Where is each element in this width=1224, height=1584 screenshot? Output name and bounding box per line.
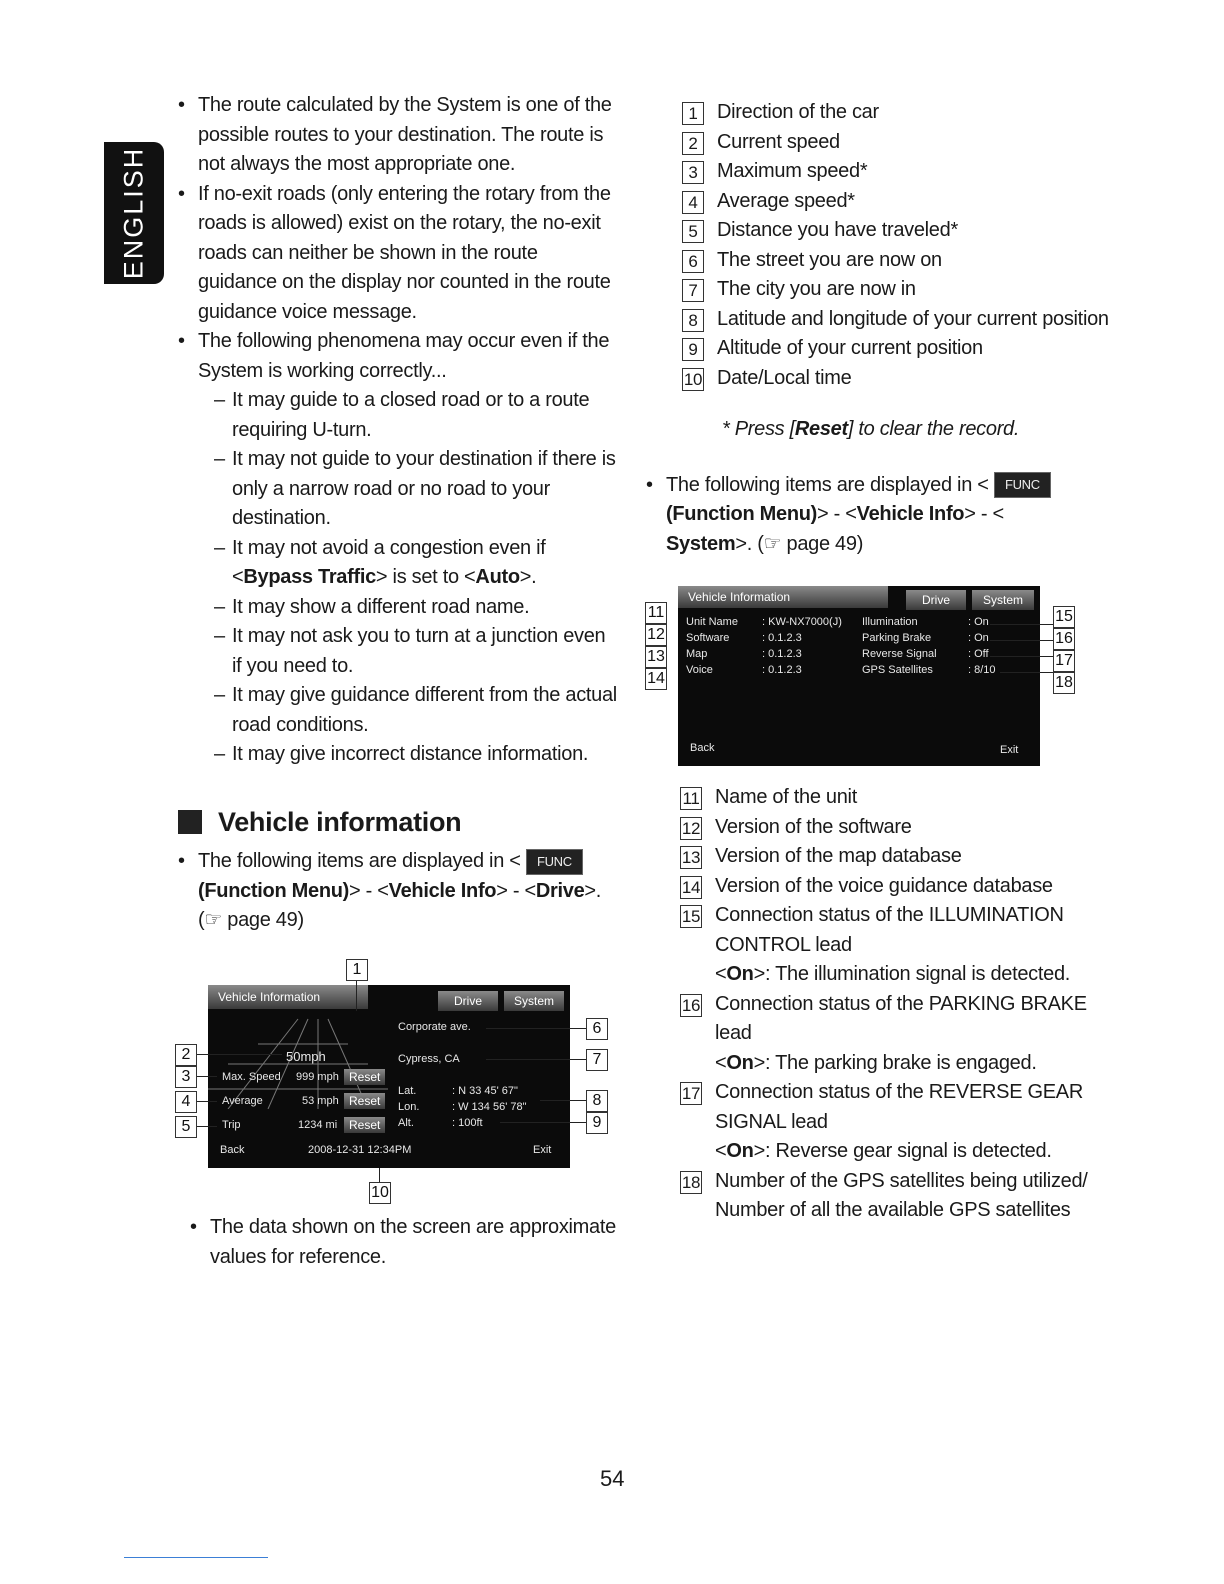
callout-16: 16 xyxy=(1053,628,1075,650)
reset-trip-button[interactable]: Reset xyxy=(344,1117,385,1133)
legend-item: 11 Name of the unit xyxy=(680,783,1100,813)
callout-9: 9 xyxy=(586,1112,608,1134)
legend-item: 13 Version of the map database xyxy=(681,845,962,867)
voice-label: Voice xyxy=(686,664,713,676)
system-intro: • The following items are displayed in < FUNC (Function Menu)> - <Vehicle Info> - < System>. (☞ page 49) xyxy=(646,471,1110,560)
gps-satellites-label: GPS Satellites xyxy=(862,664,933,676)
back-button[interactable]: Back xyxy=(690,742,715,754)
longitude-label: Lon. xyxy=(398,1101,420,1113)
legend-item: 18 Number of the GPS satellites being utilized/ Number of all the available GPS satellites xyxy=(681,1169,1088,1221)
parking-brake-value: : On xyxy=(968,632,989,644)
legend-item: 3 Maximum speed* xyxy=(682,157,1110,187)
altitude-label: Alt. xyxy=(398,1117,414,1129)
callout-1: 1 xyxy=(346,959,368,981)
screen-title: Vehicle Information xyxy=(678,586,888,608)
city-name: Cypress, CA xyxy=(398,1053,460,1065)
legend-item: 4 Average speed* xyxy=(682,187,1110,217)
system-legend xyxy=(680,783,1100,1226)
section-heading: Vehicle information xyxy=(178,808,618,838)
screen-title: Vehicle Information xyxy=(208,985,368,1009)
average-value: 53 mph xyxy=(302,1095,339,1107)
map-value: : 0.1.2.3 xyxy=(762,648,802,660)
dash-item: – It may give guidance different from the actual road conditions. xyxy=(178,681,618,740)
dash-item: – It may not guide to your destination if there is only a narrow road or no road to your destination. xyxy=(178,445,618,534)
tab-system[interactable]: System xyxy=(504,991,564,1011)
current-speed: 50mph xyxy=(286,1049,326,1064)
callout-18: 18 xyxy=(1053,672,1075,694)
language-tab xyxy=(104,142,164,284)
average-label: Average xyxy=(222,1095,263,1107)
func-button-icon: FUNC xyxy=(994,472,1051,498)
callout-12: 12 xyxy=(645,624,667,646)
callout-line xyxy=(356,981,357,1011)
drive-screen xyxy=(208,985,570,1168)
callout-line xyxy=(990,640,1053,641)
callout-line xyxy=(540,1100,586,1101)
legend-item: 12 Version of the software xyxy=(681,815,912,838)
page-reference: (☞ page 49) xyxy=(198,909,304,931)
callout-line xyxy=(486,1059,586,1060)
legend-item: 5 Distance you have traveled* xyxy=(682,216,1110,246)
software-label: Software xyxy=(686,632,730,644)
back-button[interactable]: Back xyxy=(220,1144,245,1156)
legend-item: 16 Connection status of the PARKING BRAKE lead xyxy=(681,992,1087,1044)
language-label: ENGLISH xyxy=(118,146,149,280)
max-speed-value: 999 mph xyxy=(296,1071,339,1083)
dash-item: – It may show a different road name. xyxy=(178,593,618,623)
legend-item: 8 Latitude and longitude of your current position xyxy=(682,305,1110,335)
illumination-label: Illumination xyxy=(862,616,918,628)
callout-3: 3 xyxy=(175,1066,197,1088)
reset-note: * Press [Reset] to clear the record. xyxy=(722,418,1020,440)
reset-max-button[interactable]: Reset xyxy=(344,1069,385,1085)
bullet-route: • The route calculated by the System is one of the possible routes to your destination. The route is not always the most appropriate one. xyxy=(178,91,618,180)
callout-line xyxy=(197,1054,282,1055)
left-column xyxy=(178,91,618,936)
callout-4: 4 xyxy=(175,1091,197,1113)
tab-drive[interactable]: Drive xyxy=(906,590,966,610)
footer-rule xyxy=(124,1557,268,1558)
callout-line xyxy=(500,1122,586,1123)
callout-line xyxy=(990,656,1053,657)
reset-average-button[interactable]: Reset xyxy=(344,1093,385,1109)
gps-satellites-value: : 8/10 xyxy=(968,664,996,676)
callout-10: 10 xyxy=(369,1182,391,1204)
legend-subtext: <On>: The illumination signal is detected. xyxy=(715,963,1071,985)
callout-14: 14 xyxy=(645,668,667,690)
reverse-signal-label: Reverse Signal xyxy=(862,648,937,660)
callout-5: 5 xyxy=(175,1116,197,1138)
software-value: : 0.1.2.3 xyxy=(762,632,802,644)
callout-line xyxy=(197,1126,217,1127)
callout-line xyxy=(197,1101,217,1102)
section-marker-icon xyxy=(178,810,202,834)
dash-item: – It may guide to a closed road or to a route requiring U-turn. xyxy=(178,386,618,445)
legend-item: 7 The city you are now in xyxy=(682,275,1110,305)
legend-item: 9 Altitude of your current position xyxy=(682,334,1110,364)
callout-6: 6 xyxy=(586,1018,608,1040)
system-screen xyxy=(678,586,1040,766)
callout-line xyxy=(486,1028,586,1029)
drive-intro: • The following items are displayed in < FUNC (Function Menu)> - <Vehicle Info> - <Drive>. (☞ page 49) xyxy=(178,847,618,936)
unit-name-label: Unit Name xyxy=(686,616,738,628)
page-number: 54 xyxy=(600,1466,625,1491)
tab-drive[interactable]: Drive xyxy=(438,991,498,1011)
callout-line xyxy=(197,1076,217,1077)
callout-7: 7 xyxy=(586,1049,608,1071)
legend-subtext: <On>: The parking brake is engaged. xyxy=(715,1051,1037,1074)
legend-item: 17 Connection status of the REVERSE GEAR SIGNAL lead xyxy=(681,1081,1083,1133)
date-time: 2008-12-31 12:34PM xyxy=(308,1144,412,1156)
parking-brake-label: Parking Brake xyxy=(862,632,932,644)
map-label: Map xyxy=(686,648,708,660)
illumination-value: : On xyxy=(968,616,989,628)
bullet-no-exit: • If no-exit roads (only entering the rotary from the roads is allowed) exist on the rotary, the no-exit roads can neither be shown in the route guidance on the display nor counted in the route guidance voice message. xyxy=(178,180,618,328)
legend-item: 10 Date/Local time xyxy=(683,366,852,389)
right-column xyxy=(640,98,1110,559)
callout-11: 11 xyxy=(645,602,667,624)
legend-item: 6 The street you are now on xyxy=(682,246,1110,276)
exit-button[interactable]: Exit xyxy=(1000,744,1019,756)
trip-value: 1234 mi xyxy=(298,1119,338,1131)
callout-line xyxy=(990,624,1053,625)
unit-name-value: : KW-NX7000(J) xyxy=(762,616,842,628)
latitude-value: : N 33 45' 67" xyxy=(452,1085,518,1097)
dash-item: – It may not ask you to turn at a junction even if you need to. xyxy=(178,622,618,681)
latitude-label: Lat. xyxy=(398,1085,417,1097)
callout-8: 8 xyxy=(586,1090,608,1112)
drive-note: • The data shown on the screen are approximate values for reference. xyxy=(190,1213,630,1272)
callout-line xyxy=(1000,672,1053,673)
legend-subtext: <On>: Reverse gear signal is detected. xyxy=(715,1140,1052,1162)
callout-17: 17 xyxy=(1053,650,1075,672)
reverse-signal-value: : Off xyxy=(968,648,989,660)
legend-item: 1 Direction of the car xyxy=(682,98,1110,128)
trip-label: Trip xyxy=(222,1119,241,1131)
legend-item: 14 Version of the voice guidance database xyxy=(681,874,1053,897)
longitude-value: : W 134 56' 78" xyxy=(452,1101,527,1113)
dash-item: – It may not avoid a congestion even if <Bypass Traffic> is set to <Auto>. xyxy=(178,534,618,593)
max-speed-label: Max. Speed xyxy=(222,1071,281,1083)
tab-system[interactable]: System xyxy=(972,590,1034,610)
legend-item: 2 Current speed xyxy=(682,128,1110,158)
voice-value: : 0.1.2.3 xyxy=(762,664,802,676)
bullet-phenomena: • The following phenomena may occur even if the System is working correctly... xyxy=(178,327,618,386)
altitude-value: : 100ft xyxy=(452,1117,483,1129)
exit-button[interactable]: Exit xyxy=(533,1144,552,1156)
callout-13: 13 xyxy=(645,646,667,668)
drive-legend xyxy=(682,98,1110,445)
dash-item: – It may give incorrect distance information. xyxy=(178,740,618,770)
street-name: Corporate ave. xyxy=(398,1021,471,1033)
legend-item: 15 Connection status of the ILLUMINATION CONTROL lead xyxy=(681,904,1064,956)
callout-2: 2 xyxy=(175,1044,197,1066)
callout-line xyxy=(379,1168,380,1182)
func-button-icon: FUNC xyxy=(526,849,583,875)
callout-15: 15 xyxy=(1053,606,1075,628)
